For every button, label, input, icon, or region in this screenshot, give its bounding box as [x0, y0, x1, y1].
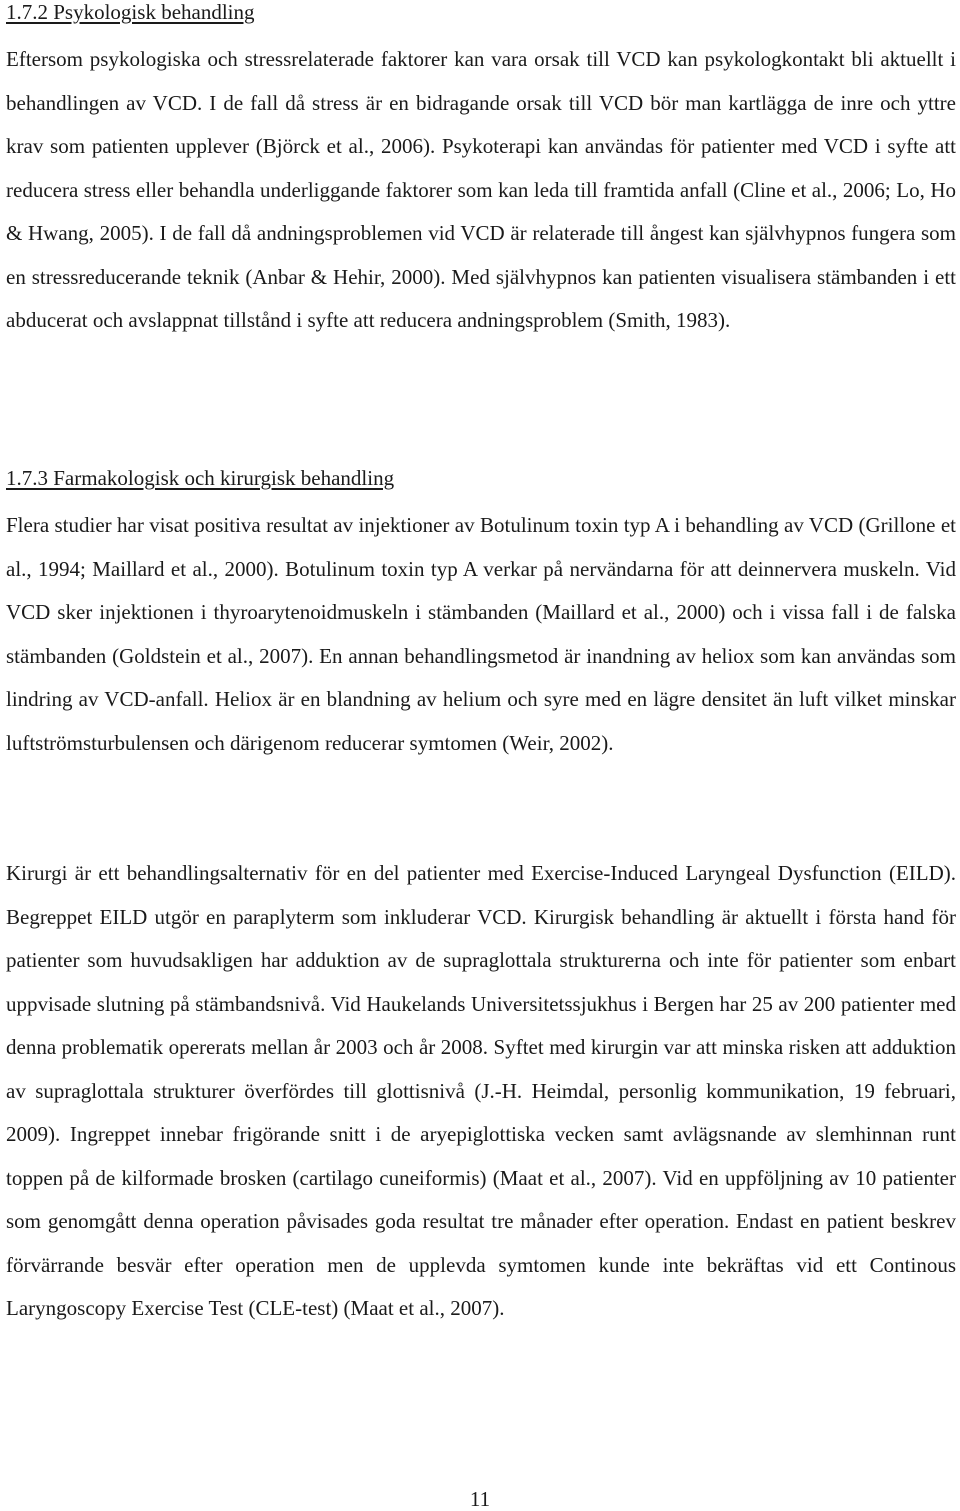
paragraph-psykologisk-behandling: Eftersom psykologiska och stressrelaterade faktorer kan vara orsak till VCD kan psykologkontakt bli aktuellt i behandlingen av VCD. I de fall då stress är en bidragande orsak till VCD bör man kartlägga de inre och yttre krav som patienten upplever (Björck et al., 2006). Psykoterapi kan användas för patienter med VCD i syfte att reducera stress eller behandla underliggande faktorer som kan leda till framtida anfall (Cline et al., 2006; Lo, Ho & Hwang, 2005). I de fall då andningsproblemen vid VCD är relaterade till ångest kan självhypnos fungera som en stressreducerande teknik (Anbar & Hehir, 2000). Med självhypnos kan patienten visualisera stämbanden i ett abducerat och avslappnat tillstånd i syfte att reducera andningsproblem (Smith, 1983).: [6, 47, 956, 332]
page-number: 11: [469, 1487, 491, 1511]
paragraph-farmakologisk-behandling: Flera studier har visat positiva resultat av injektioner av Botulinum toxin typ A i behandling av VCD (Grillone et al., 1994; Maillard et al., 2000). Botulinum toxin typ A verkar på nervändarna för att deinnervera muskeln. Vid VCD sker injektionen i thyroarytenoidmuskeln i stämbanden (Maillard et al., 2000) och i vissa fall i de falska stämbanden (Goldstein et al., 2007). En annan behandlingsmetod är inandning av heliox som kan användas som lindring av VCD-anfall. Heliox är en blandning av helium och syre med en lägre densitet än luft vilket minskar luftströmsturbulensen och därigenom reducerar symtomen (Weir, 2002).: [6, 513, 956, 755]
section-heading-psykologisk-behandling: 1.7.2 Psykologisk behandling: [6, 0, 255, 24]
paragraph-kirurgisk-behandling: Kirurgi är ett behandlingsalternativ för en del patienter med Exercise-Induced Laryngeal Dysfunction (EILD). Begreppet EILD utgör en paraplyterm som inkluderar VCD. Kirurgisk behandling är aktuellt i första hand för patienter som huvudsakligen har adduktion av de supraglottala strukturerna och inte för patienter som enbart uppvisade slutning på stämbandsnivå. Vid Haukelands Universitetssjukhus i Bergen har 25 av 200 patienter med denna problematik opererats mellan år 2003 och år 2008. Syftet med kirurgin var att minska risken att adduktion av supraglottala strukturer överfördes till glottisnivå (J.-H. Heimdal, personlig kommunikation, 19 februari, 2009). Ingreppet innebar frigörande snitt i de aryepiglottiska vecken samt avlägsnande av slemhinnan runt toppen på de kilformade brosken (cartilago cuneiformis) (Maat et al., 2007). Vid en uppföljning av 10 patienter som genomgått denna operation påvisades goda resultat tre månader efter operation. Endast en patient beskrev förvärrande besvär efter operation men de upplevda symtomen kunde inte bekräftas vid ett Continous Laryngoscopy Exercise Test (CLE-test) (Maat et al., 2007).: [6, 861, 956, 1320]
section-heading-farmakologisk-kirurgisk-behandling: 1.7.3 Farmakologisk och kirurgisk behandling: [6, 466, 395, 490]
